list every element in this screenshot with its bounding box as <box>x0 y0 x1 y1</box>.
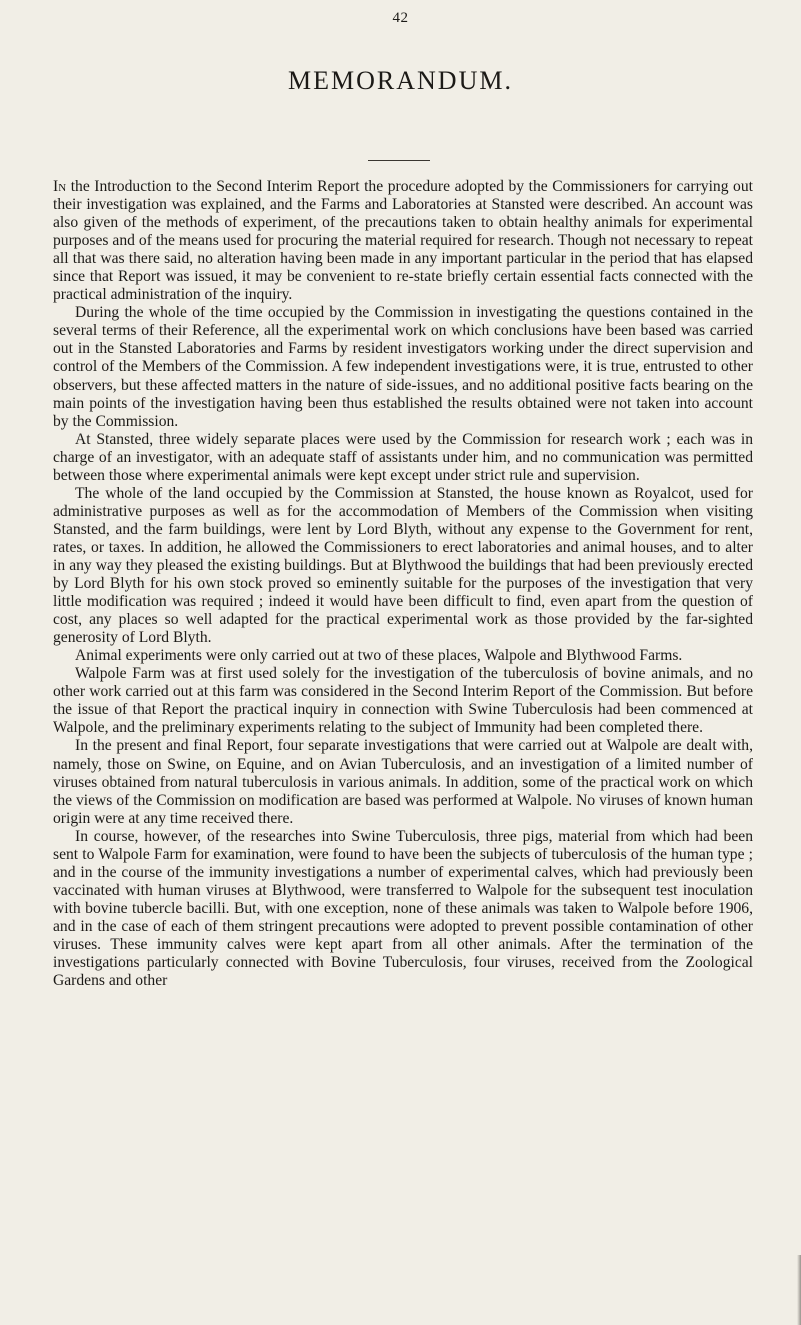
paragraph: Walpole Farm was at first used solely for the investigation of the tuberculosis of bovine animals, and no other work carried out at this farm was considered in the Second Interim Report of the Commission. But before the issue of that Report the practical inquiry in connection with Swine Tuberculosis had been commenced at Walpole, and the preliminary experiments relating to the subject of Immunity had been completed there. <box>53 665 753 737</box>
title-rule <box>368 160 430 161</box>
body-text <box>53 178 753 990</box>
paragraph: During the whole of the time occupied by the Commission in investigating the questions contained in the several terms of their Reference, all the experimental work on which conclusions have been based was carried out in the Stansted Laboratories and Farms by resident investigators working under the direct supervision and control of the Members of the Commission. A few independent investigations were, it is true, entrusted to other observers, but these affected matters in the nature of side-issues, and no additional positive facts bearing on the main points of the investigation having been thus established the results obtained were not taken into account by the Commission. <box>53 304 753 430</box>
paragraph: The whole of the land occupied by the Commission at Stansted, the house known as Royalcot, used for administrative purposes as well as for the accommodation of Members of the Commission when visiting Stansted, and the farm buildings, were lent by Lord Blyth, without any expense to the Government for rent, rates, or taxes. In addition, he allowed the Commissioners to erect laboratories and animal houses, and to alter in any way they pleased the existing buildings. But at Blythwood the buildings that had been previously erected by Lord Blyth for his own stock proved so eminently suitable for the purposes of the investigation that very little modification was required ; indeed it would have been difficult to find, even apart from the question of cost, any places so well adapted for the practical experimental work as those provided by the far-sighted generosity of Lord Blyth. <box>53 484 753 647</box>
paragraph <box>53 178 753 304</box>
paragraph: At Stansted, three widely separate places were used by the Commission for research work ; each was in charge of an investigator, with an adequate staff of assistants under him, and no communication was permitted between those where experimental animals were kept except under strict rule and supervision. <box>53 430 753 484</box>
page-title: MEMORANDUM. <box>288 66 513 95</box>
paragraph: In the present and final Report, four separate investigations that were carried out at Walpole are dealt with, namely, those on Swine, on Equine, and on Avian Tuberculosis, and an investigation of a limited number of viruses obtained from natural tuberculosis in various animals. In addition, some of the practical work on which the views of the Commission on modification are based was performed at Walpole. No viruses of known human origin were at any time received there. <box>53 737 753 827</box>
paragraph-text: the Introduction to the Second Interim Report the procedure adopted by the Commissioners for carrying out their investigation was explained, and the Farms and Laboratories at Stansted were described. An account was also given of the methods of experiment, of the precautions taken to obtain healthy animals for experimental purposes and of the means used for procuring the material required for research. Though not necessary to repeat all that was there said, no alteration having been made in any important particular in the period that has elapsed since that Report was issued, it may be convenient to re-state briefly certain essential facts connected with the practical administration of the inquiry. <box>53 178 753 304</box>
page-edge-shadow <box>797 1255 801 1325</box>
paragraph: Animal experiments were only carried out at two of these places, Walpole and Blythwood Farms. <box>75 647 683 665</box>
paragraph: In course, however, of the researches into Swine Tuberculosis, three pigs, material from which had been sent to Walpole Farm for examination, were found to have been the subjects of tuberculosis of the human type ; and in the course of the immunity investigations a number of experimental calves, which had previously been vaccinated with human viruses at Blythwood, were transferred to Walpole for the subsequent test inoculation with bovine tubercle bacilli. But, with one exception, none of these animals was taken to Walpole before 1906, and in the case of each of them stringent precautions were adopted to prevent possible contamination of other viruses. These immunity calves were kept apart from all other animals. After the termination of the investigations particularly connected with Bovine Tuberculosis, four viruses, received from the Zoological Gardens and other <box>53 827 753 990</box>
paragraph-lead: In <box>53 178 67 195</box>
page-number: 42 <box>392 10 409 26</box>
